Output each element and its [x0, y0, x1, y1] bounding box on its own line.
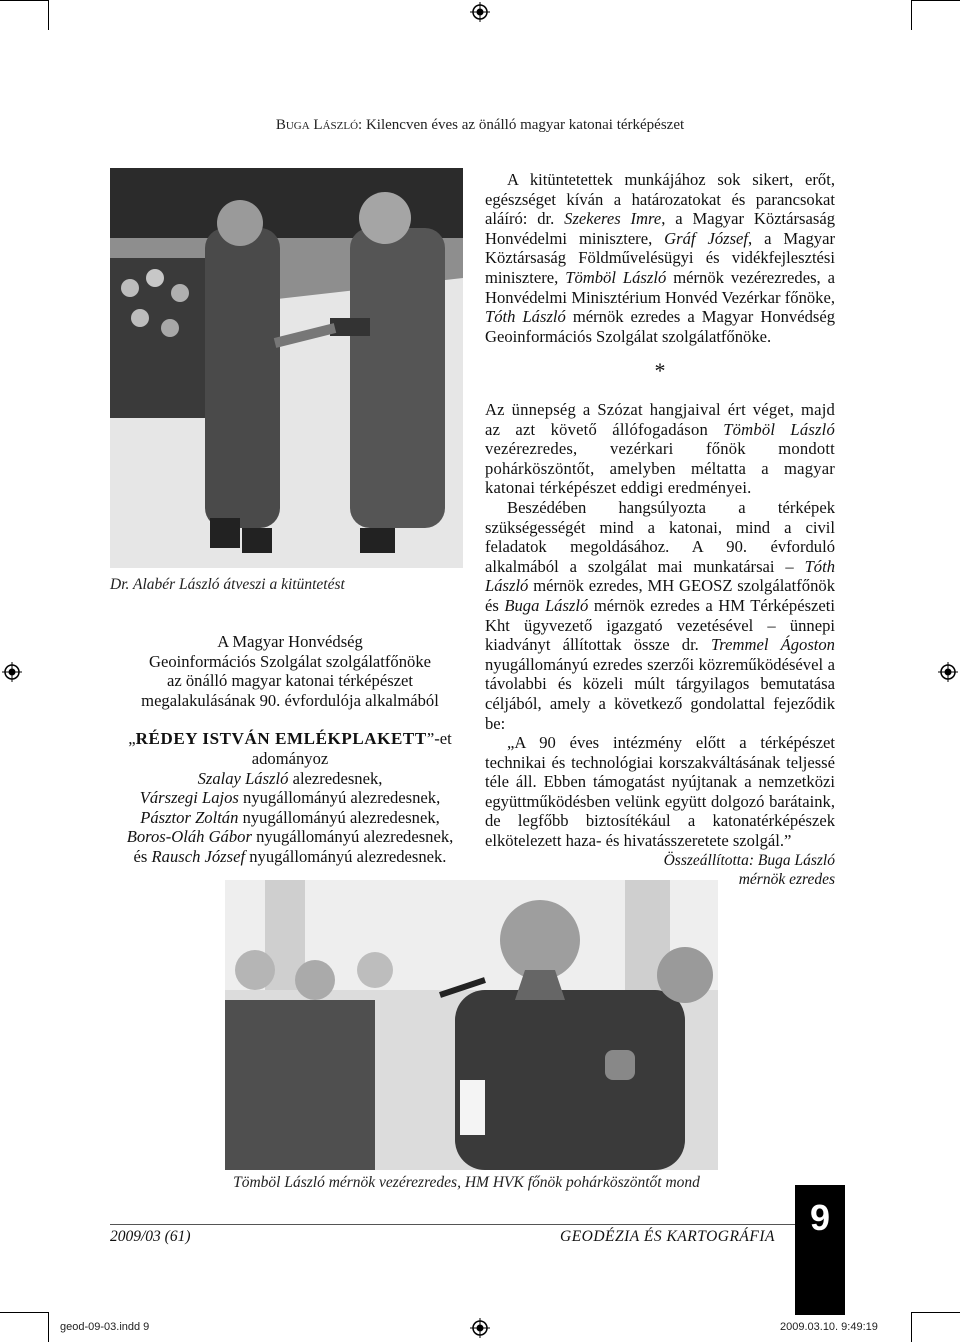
crop-mark: [48, 1312, 49, 1342]
crop-mark: [911, 0, 912, 30]
slug-timestamp: 2009.03.10. 9:49:19: [780, 1321, 878, 1333]
footer-journal: GEODÉZIA ÉS KARTOGRÁFIA: [560, 1228, 775, 1245]
photo-award-handover: [110, 168, 463, 568]
footer-rule: [110, 1224, 795, 1225]
award-line: A Magyar Honvédség: [217, 632, 363, 651]
award-title-line: [110, 729, 470, 749]
quote-paragraph: „A 90 éves intézmény előtt a térképészet technikai és technológiai korszakváltásának teljessé téle áll. Ebben támogatást nyújtanak a nemzetközi együttműködésben velünk együtt dolgozó barátaink, de legfőbb biztosítékául a katonatérképészek elkötelezett haza- és hivatásszeretete szolgál.”: [485, 733, 835, 851]
article-paragraph: [485, 170, 835, 346]
award-announcement: [110, 632, 470, 867]
footer-issue: 2009/03 (61): [110, 1228, 191, 1245]
registration-mark-icon: [470, 1318, 490, 1338]
crop-mark: [48, 0, 49, 30]
header-author: Buga László:: [275, 117, 363, 133]
award-line: megalakulásának 90. évfordulója alkalmából: [141, 690, 439, 710]
paragraph-signatories: A kitüntetettek munkájához sok sikert, erőt, egészséget kíván a határozatokat és parancsokat aláíró: dr. Szekeres Imre, a Magyar Köztársaság Honvédelmi minisztere, Gráf József, a Magyar Köztársaság Földművelésügyi és vidékfejlesztési minisztere, Tömböl László mérnök vezérezredes, a Honvédelmi Minisztérium Honvéd Vezérkar főnöke, Tóth László mérnök ezredes a Magyar Honvédség Geoinformációs Szolgálat szolgálatfőnöke.: [485, 170, 836, 346]
recipient: Boros-Oláh Gábor nyugállományú alezredesnek,: [126, 827, 454, 847]
header-title: Kilencven éves az önálló magyar katonai térképészet: [365, 117, 685, 133]
photo-caption-toast: Tömböl László mérnök vezérezredes, HM HVK főnök pohárköszöntőt mond: [233, 1174, 700, 1191]
recipient: Pásztor Zoltán nyugállományú alezredesnek,: [140, 807, 440, 827]
award-line: Geoinformációs Szolgálat szolgálatfőnöke: [148, 651, 431, 671]
crop-mark: [0, 0, 48, 1]
award-open-quote: „: [128, 729, 136, 749]
crop-mark: [0, 1312, 48, 1313]
article-body: [485, 400, 835, 890]
award-line: adományoz: [251, 748, 329, 768]
registration-mark-icon: [938, 662, 958, 682]
registration-mark-icon: [470, 2, 490, 22]
caption-dr: Dr.: [110, 576, 130, 593]
paragraph-closing: Az ünnepség a Szózat hangjaival ért véget, majd az azt követő állófogadáson Tömböl László vezérezredes, vezérkari főnök mondott pohárköszöntőt, amelyben méltatta a magyar katonai térképészet eddigi eredményei.: [485, 400, 835, 498]
recipient: és Rausch József nyugállományú alezredesnek.: [133, 846, 447, 866]
caption-text: Alabér László átveszi a kitüntetést: [133, 576, 345, 593]
award-title: RÉDEY ISTVÁN EMLÉKPLAKETT: [135, 729, 427, 749]
award-line: az önálló magyar katonai térképészet: [166, 671, 414, 691]
page-number: 9: [795, 1185, 845, 1315]
signature-rank: mérnök ezredes: [738, 871, 835, 889]
photo-caption: [110, 576, 470, 594]
crop-mark: [912, 0, 960, 1]
recipient: Várszegi Lajos nyugállományú alezredesnek,: [139, 788, 441, 808]
signature-compiler: Összeállította: Buga László: [663, 851, 835, 869]
crop-mark: [912, 1312, 960, 1313]
running-header: [0, 117, 960, 134]
crop-mark: [911, 1312, 912, 1342]
award-title-suffix: ”-et: [426, 729, 452, 749]
section-separator: *: [654, 358, 666, 383]
registration-mark-icon: [2, 662, 22, 682]
paragraph-speech: Beszédében hangsúlyozta a térképek szükségességét mind a katonai, mind a civil feladatok megoldásához. A 90. évforduló alkalmából a szolgálat mai munkatársai – Tóth László mérnök ezredes, MH GEOSZ szolgálatfőnök és Buga László mérnök ezredes a HM Térképészeti Kht ügyvezető igazgató vezetésével – ünnepi kiadványt állítottak össze dr. Tremmel Ágoston nyugállományú ezredes szerzői közreműködésével a távolabbi és közeli múlt tárgyilagos bemutatása céljából, amely a következő gondolattal fejeződik be:: [485, 497, 835, 733]
slug-file: geod-09-03.indd 9: [60, 1321, 150, 1333]
photo-toast: [225, 880, 718, 1170]
recipient: Szalay László alezredesnek,: [197, 768, 383, 788]
